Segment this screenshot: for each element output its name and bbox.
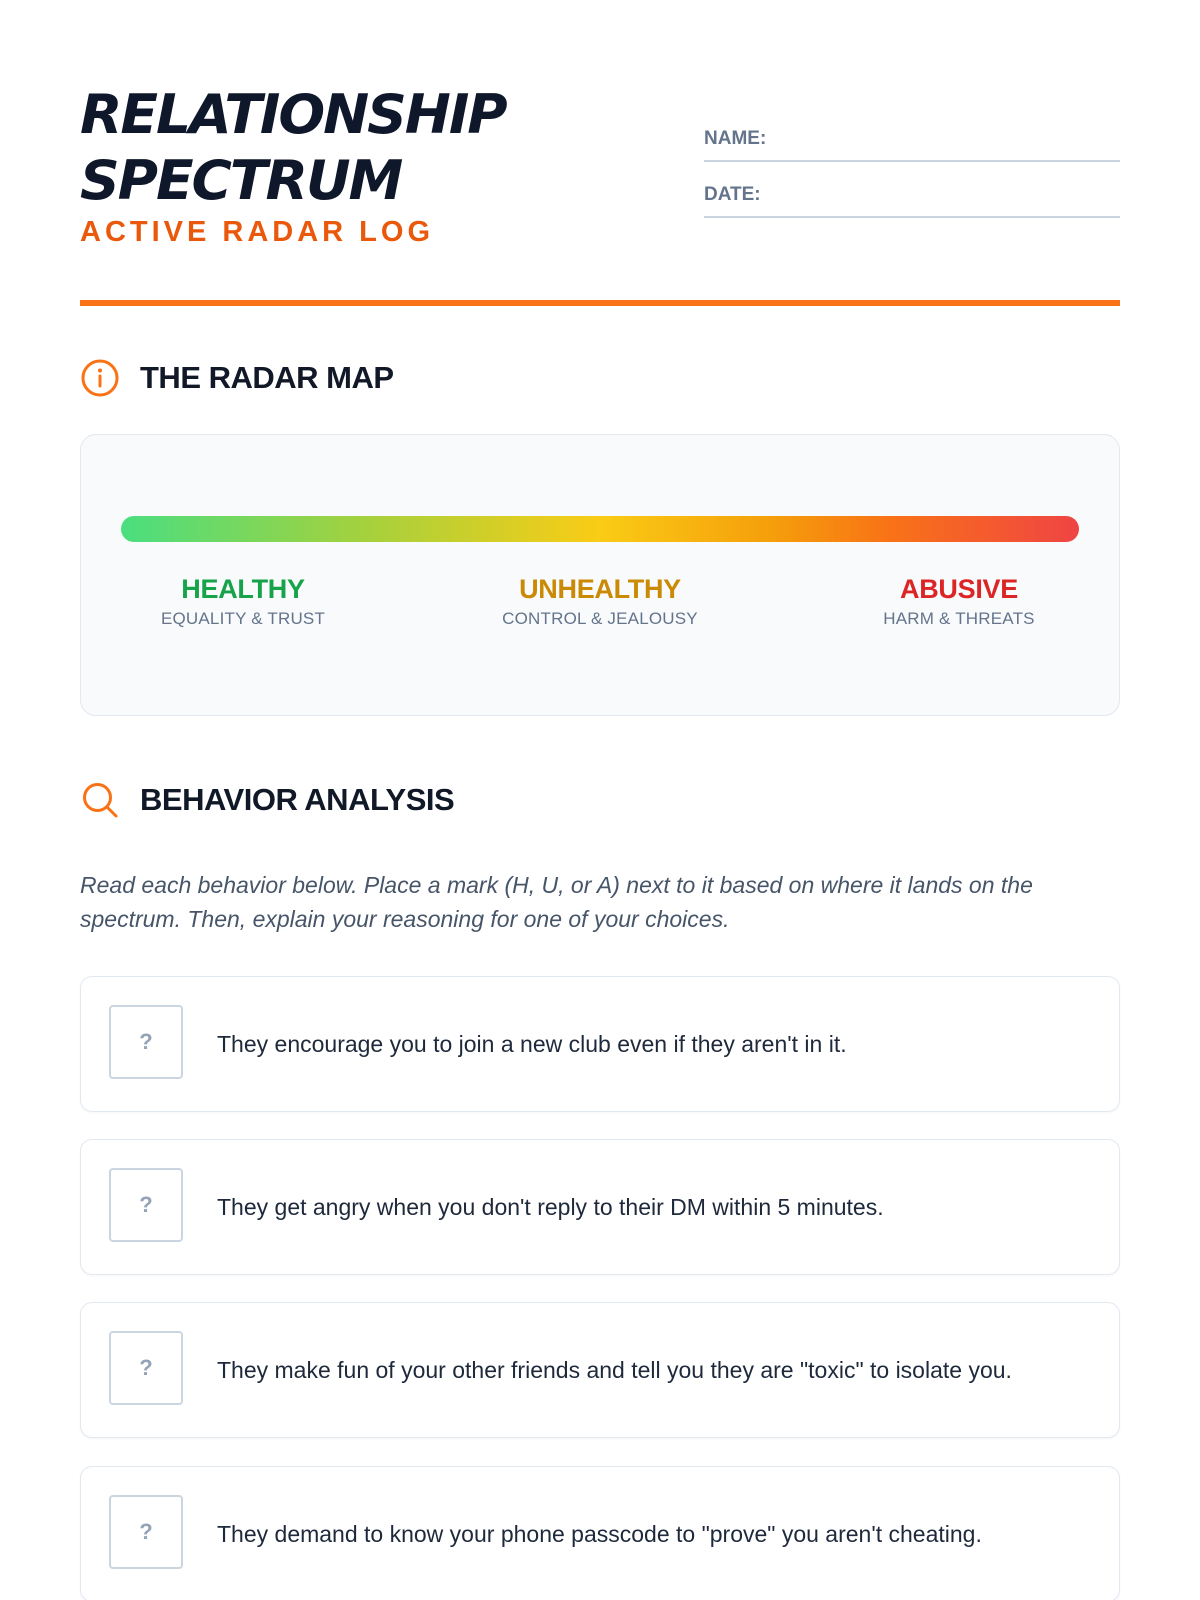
behavior-text: They demand to know your phone passcode to "prove" you aren't cheating.	[217, 1520, 982, 1547]
answer-mark-box[interactable]: ?	[109, 1331, 183, 1405]
zone-abusive-desc: HARM & THREATS	[883, 609, 1035, 628]
search-icon	[80, 780, 120, 820]
worksheet-page	[80, 0, 1120, 1600]
behavior-text: They get angry when you don't reply to their DM within 5 minutes.	[217, 1193, 884, 1220]
title-line-1: RELATIONSHIP	[80, 83, 506, 146]
zone-healthy-desc: EQUALITY & TRUST	[160, 609, 326, 628]
header-divider	[80, 300, 1120, 306]
behavior-item	[80, 1302, 1120, 1438]
answer-mark-box[interactable]: ?	[109, 1495, 183, 1569]
zone-unhealthy-desc: CONTROL & JEALOUSY	[502, 609, 698, 628]
zone-healthy	[123, 573, 363, 629]
date-label: DATE:	[704, 184, 761, 205]
student-info-fields	[704, 126, 1120, 238]
instructions-text: Read each behavior below. Place a mark (H, U, or A) next to it based on where it lands on the spectrum. Then, explain your reasoning for one of your choices.	[80, 872, 1033, 932]
behavior-analysis-title: BEHAVIOR ANALYSIS	[140, 782, 455, 817]
spectrum-gradient-bar	[121, 516, 1079, 542]
zone-unhealthy-name: UNHEALTHY	[519, 574, 681, 604]
behavior-item	[80, 1466, 1120, 1600]
zone-abusive-name: ABUSIVE	[900, 574, 1018, 604]
behavior-item	[80, 1139, 1120, 1275]
info-icon	[80, 358, 120, 398]
behavior-analysis-heading	[80, 780, 454, 820]
behavior-text: They make fun of your other friends and tell you they are "toxic" to isolate you.	[217, 1356, 1012, 1383]
zone-healthy-name: HEALTHY	[181, 574, 305, 604]
radar-map-heading	[80, 358, 394, 398]
page-title	[80, 82, 506, 214]
title-line-2: SPECTRUM	[80, 149, 402, 212]
zone-unhealthy	[480, 573, 720, 629]
answer-mark-box[interactable]: ?	[109, 1005, 183, 1079]
answer-mark-box[interactable]: ?	[109, 1168, 183, 1242]
name-field[interactable]	[704, 126, 1120, 162]
date-field[interactable]	[704, 182, 1120, 218]
name-label: NAME:	[704, 128, 767, 149]
radar-map-card	[80, 434, 1120, 716]
behavior-text: They encourage you to join a new club even if they aren't in it.	[217, 1030, 847, 1057]
page-subtitle: ACTIVE RADAR LOG	[80, 216, 434, 248]
behavior-item	[80, 976, 1120, 1112]
zone-abusive	[839, 573, 1079, 629]
radar-map-title: THE RADAR MAP	[140, 360, 394, 395]
